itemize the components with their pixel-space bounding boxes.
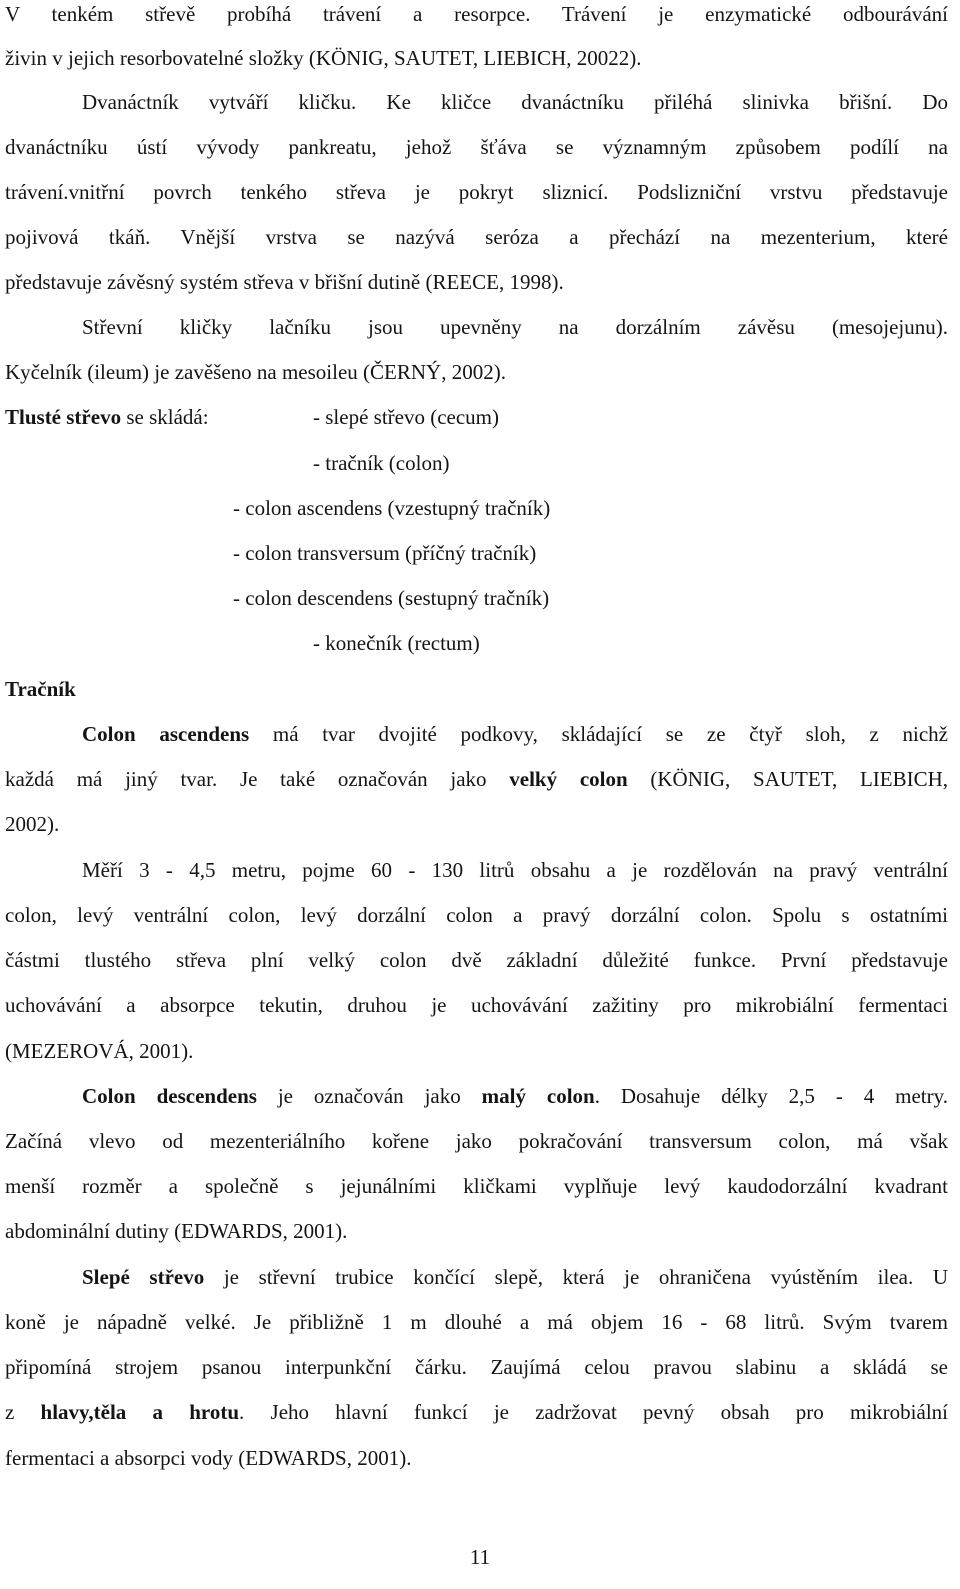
text-line — [5, 1217, 948, 1245]
text-line — [82, 88, 948, 116]
text-line — [5, 946, 948, 974]
text-segment: - colon descendens (sestupný tračník) — [233, 586, 550, 610]
text-line — [5, 901, 948, 929]
section-heading — [5, 403, 209, 431]
text-segment: pojivová tkáň. Vnější vrstva se nazývá seróza a přechází na mezenterium, které — [5, 225, 948, 249]
text-line — [5, 44, 948, 72]
bold-text: velký colon — [509, 767, 628, 791]
text-line — [5, 1353, 948, 1381]
text-segment: colon, levý ventrální colon, levý dorzální colon a pravý dorzální colon. Spolu s ostatními — [5, 903, 948, 927]
text-line — [5, 358, 948, 386]
text-line — [5, 268, 948, 296]
text-segment: částmi tlustého střeva plní velký colon dvě základní důležité funkce. První představuje — [5, 948, 948, 972]
text-line — [5, 133, 948, 161]
list-item — [313, 629, 480, 657]
text-segment: je označován jako — [256, 1084, 482, 1108]
text-line — [5, 765, 948, 793]
text-segment: z — [5, 1400, 41, 1424]
text-segment: koně je nápadně velké. Je přibližně 1 m dlouhé a má objem 16 - 68 litrů. Svým tvarem — [5, 1310, 948, 1334]
text-line — [5, 223, 948, 251]
text-line — [5, 991, 948, 1019]
text-segment: Kyčelník (ileum) je zavěšeno na mesoileu (ČERNÝ, 2002). — [5, 360, 506, 384]
text-line — [5, 1308, 948, 1336]
text-segment: trávení.vnitřní povrch tenkého střeva je pokryt sliznicí. Podslizniční vrstvu představuje — [5, 180, 948, 204]
list-item — [313, 449, 449, 477]
text-line — [82, 1263, 948, 1291]
text-segment: abdominální dutiny (EDWARDS, 2001). — [5, 1219, 348, 1243]
bold-text: hlavy,těla a hrotu — [40, 1400, 240, 1424]
bold-text: Colon ascendens — [82, 722, 250, 746]
text-line — [5, 0, 948, 28]
text-line — [82, 313, 948, 341]
text-segment: - konečník (rectum) — [313, 631, 480, 655]
bold-text: Tračník — [5, 677, 76, 701]
text-line — [5, 1127, 948, 1155]
text-segment: Dvanáctník vytváří kličku. Ke kličce dvanáctníku přiléhá slinivka břišní. Do — [82, 90, 948, 114]
text-line — [5, 1444, 948, 1472]
text-segment: - tračník (colon) — [313, 451, 450, 475]
text-segment: - colon transversum (příčný tračník) — [233, 541, 537, 565]
text-segment: (MEZEROVÁ, 2001). — [5, 1039, 194, 1063]
text-segment: se skládá: — [121, 405, 209, 429]
text-line — [82, 720, 948, 748]
list-item — [233, 584, 549, 612]
text-segment: dvanáctníku ústí vývody pankreatu, jehož šťáva se významným způsobem podílí na — [5, 135, 948, 159]
list-item — [313, 403, 499, 431]
text-segment: 2002). — [5, 812, 60, 836]
bold-text: Colon descendens — [82, 1084, 257, 1108]
text-segment: Začíná vlevo od mezenteriálního kořene jako pokračování transversum colon, má však — [5, 1129, 948, 1153]
text-line — [5, 1398, 948, 1426]
text-segment: - slepé střevo (cecum) — [313, 405, 499, 429]
list-item — [233, 494, 550, 522]
text-segment: každá má jiný tvar. Je také označován jako — [5, 767, 510, 791]
page-number: 11 — [469, 1545, 491, 1569]
text-segment: fermentaci a absorpci vody (EDWARDS, 2001). — [5, 1446, 412, 1470]
text-line — [5, 1172, 948, 1200]
text-segment: . Dosahuje délky 2,5 - 4 metry. — [594, 1084, 948, 1108]
text-segment: má tvar dvojité podkovy, skládající se ze čtyř sloh, z nichž — [249, 722, 948, 746]
list-item — [233, 539, 536, 567]
text-line — [82, 856, 948, 884]
bold-text: Tlusté střevo — [5, 405, 122, 429]
text-segment: představuje závěsný systém střeva v břišní dutině (REECE, 1998). — [5, 270, 564, 294]
text-segment: menší rozměr a společně s jejunálními kličkami vyplňuje levý kaudodorzální kvadrant — [5, 1174, 948, 1198]
text-segment: (KÖNIG, SAUTET, LIEBICH, — [627, 767, 949, 791]
section-heading — [5, 675, 948, 703]
text-segment: V tenkém střevě probíhá trávení a resorpce. Trávení je enzymatické odbourávání — [5, 2, 948, 26]
bold-text: malý colon — [481, 1084, 595, 1108]
text-segment: připomíná strojem psanou interpunkční čárku. Zaujímá celou pravou slabinu a skládá se — [5, 1355, 948, 1379]
text-segment: živin v jejich resorbovatelné složky (KÖNIG, SAUTET, LIEBICH, 20022). — [5, 46, 642, 70]
text-line — [5, 178, 948, 206]
text-segment: - colon ascendens (vzestupný tračník) — [233, 496, 551, 520]
text-segment: uchovávání a absorpce tekutin, druhou je uchovávání zažitiny pro mikrobiální fermentaci — [5, 993, 948, 1017]
text-segment: . Jeho hlavní funkcí je zadržovat pevný obsah pro mikrobiální — [239, 1400, 948, 1424]
text-line — [82, 1082, 948, 1110]
text-segment: Střevní kličky lačníku jsou upevněny na dorzálním závěsu (mesojejunu). — [82, 315, 948, 339]
text-segment: je střevní trubice končící slepě, která je ohraničena vyústěním ilea. U — [204, 1265, 948, 1289]
text-line — [5, 810, 948, 838]
text-segment: Měří 3 - 4,5 metru, pojme 60 - 130 litrů obsahu a je rozdělován na pravý ventrální — [82, 858, 948, 882]
bold-text: Slepé střevo — [82, 1265, 205, 1289]
text-line — [5, 1037, 948, 1065]
